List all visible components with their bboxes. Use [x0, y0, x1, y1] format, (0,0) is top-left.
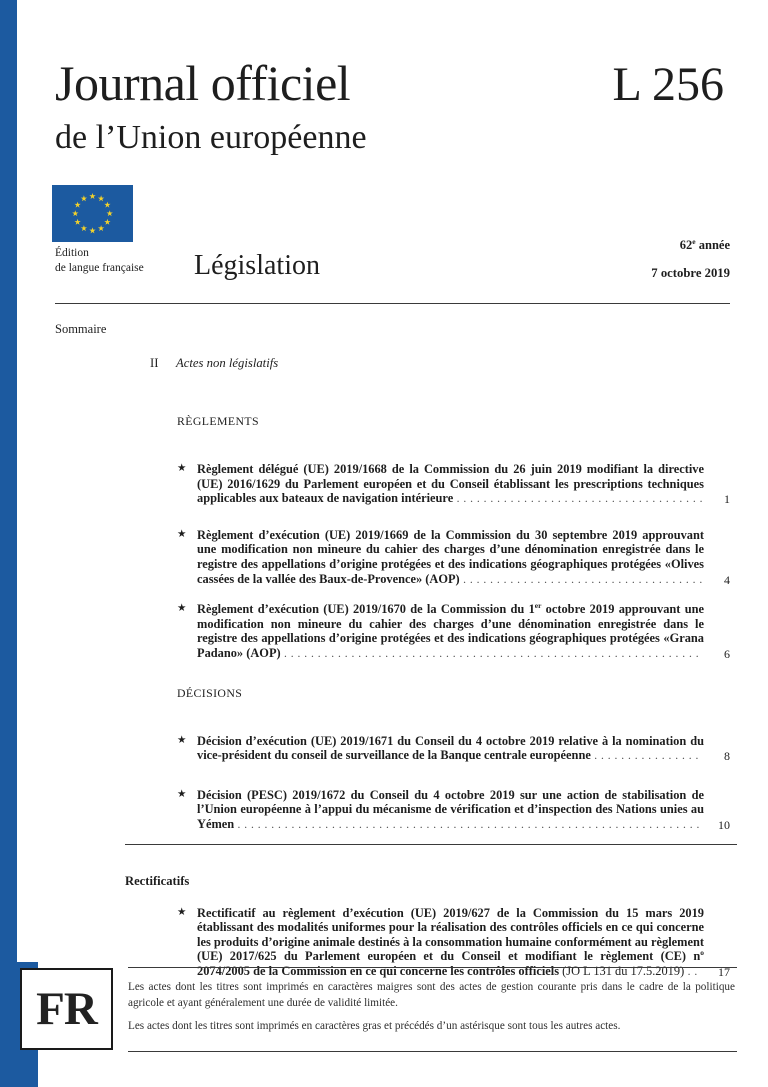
issue-number: L 256 [612, 58, 724, 111]
edition-line1: Édition [55, 247, 89, 259]
table-of-contents [55, 320, 730, 979]
issue-date: 7 octobre 2019 [651, 266, 730, 280]
asterisk-star-icon: ★ [177, 788, 187, 800]
asterisk-star-icon: ★ [177, 906, 187, 918]
toc-entry [177, 788, 730, 833]
entry-page-number: 1 [724, 492, 730, 507]
entry-title: Règlement d’exécution (UE) 2019/1670 de la Commission du 1er octobre 2019 approuvant une modification non mineure du cahier des charges d’une dénomination enregistrée dans le registre des appellations d’origine protégées et des indications géographiques protégées «Grana Padano» (AOP) . . . . . . . . . . . . . . . . . . . . . . . . . . . . . . . . . . . . . . . . . . . . . . . . . . . . . . . . . . . . . . [197, 601, 704, 660]
footer-note-light-acts: Les actes dont les titres sont imprimés en caractères maigres sont des actes de gestion courante pris dans le cadre de la politique agricole et ayant généralement une durée de validité limitée. [128, 981, 735, 1009]
toc-entry [177, 602, 730, 661]
entry-title: Règlement délégué (UE) 2019/1668 de la Commission du 26 juin 2019 modifiant la directive (UE) 2016/1629 du Parlement européen et du Conseil établissant les prescriptions techniques applicables aux bateaux de navigation intérieure . . . . . . . . . . . . . . . . . . . . . . . . . . . . . . . . . . . . . [197, 462, 704, 506]
asterisk-star-icon: ★ [177, 603, 187, 615]
entry-page-number: 17 [718, 964, 730, 979]
eu-flag-icon [52, 185, 133, 242]
entry-page-number: 10 [718, 817, 730, 832]
entry-page-number: 6 [724, 646, 730, 661]
part-heading [150, 356, 730, 371]
dotted-leader: . . [684, 965, 698, 978]
toc-entry [177, 528, 730, 587]
dotted-leader: . . . . . . . . . . . . . . . . [590, 750, 699, 763]
asterisk-star-icon: ★ [177, 463, 187, 474]
series-title: Législation [194, 250, 320, 281]
entry-title: Décision (PESC) 2019/1672 du Conseil du 4 octobre 2019 sur une action de stabilisation de l’Union européenne à l’appui du mécanisme de vérification et d’inspection des Nations unies au Yémen . . . . . . . . . . . . . . . . . . . . . . . . . . . . . . . . . . . . . . . . . . . . . . . . . . . . . . . . . . . . . . . . . . . . . [197, 787, 704, 831]
dotted-leader: . . . . . . . . . . . . . . . . . . . . . . . . . . . . . . . . . . . . . [453, 493, 703, 506]
journal-subtitle: de l’Union européenne [55, 119, 367, 156]
toc-entry [177, 462, 730, 507]
left-blue-band [0, 0, 17, 1087]
asterisk-star-icon: ★ [177, 528, 187, 540]
footer-notes [128, 964, 737, 1052]
entry-title: Règlement d’exécution (UE) 2019/1669 de la Commission du 30 septembre 2019 approuvant une modification non mineure du cahier des charges d’une dénomination enregistrée dans le registre des appellations d’origine protégées et des indications géographiques protégées «Olives cassées de la vallée des Baux-de-Provence» (AOP) . . . . . . . . . . . . . . . . . . . . . . . . . . . . . . . . . . . . [197, 527, 704, 586]
section-heading-decisions: DÉCISIONS [177, 685, 243, 700]
toc-entry [177, 734, 730, 764]
entry-page-number: 4 [724, 572, 730, 587]
part-numeral: II [150, 356, 159, 370]
edition-line2: de langue française [55, 262, 144, 274]
footer-note-bold-acts: Les actes dont les titres sont imprimés en caractères gras et précédés d’un astérisque sont tous les autres actes. [128, 1020, 621, 1032]
language-code-box: FR [20, 968, 113, 1050]
entry-title: Décision d’exécution (UE) 2019/1671 du Conseil du 4 octobre 2019 relative à la nomination du vice-président du conseil de surveillance de la Banque centrale européenne . . . . . . . . . . . . . . . . [197, 733, 704, 763]
header-divider [55, 303, 730, 304]
journal-title: Journal officiel [55, 55, 351, 111]
part-title: Actes non législatifs [176, 356, 279, 370]
dotted-leader: . . . . . . . . . . . . . . . . . . . . . . . . . . . . . . . . . . . . . . . . . . . . . . . . . . . . . . . . . . . . . . [280, 647, 700, 660]
asterisk-star-icon: ★ [177, 734, 187, 746]
entry-page-number: 8 [724, 749, 730, 764]
section-heading-reglements: RÈGLEMENTS [177, 414, 259, 428]
rectificatifs-heading: Rectificatifs [125, 873, 190, 888]
toc-divider [125, 844, 737, 845]
year-label: 62e année [679, 236, 730, 252]
entry-title: Rectificatif au règlement d’exécution (UE) 2019/627 de la Commission du 15 mars 2019 établissant des modalités uniformes pour la réalisation des contrôles officiels en ce qui concerne les produits d’origine animale destinés à la consommation humaine conformément au règlement (UE) 2017/625 du Parlement européen et du Conseil et modifiant le règlement (CE) $n^o$ 2074/2005 de la Commission en ce qui concerne les contrôles officiels (JO L 131 du 17.5.2019) . . [197, 905, 704, 978]
dotted-leader: . . . . . . . . . . . . . . . . . . . . . . . . . . . . . . . . . . . . [459, 573, 703, 586]
sommaire-heading: Sommaire [55, 322, 107, 336]
dotted-leader: . . . . . . . . . . . . . . . . . . . . . . . . . . . . . . . . . . . . . . . . . . . . . . . . . . . . . . . . . . . . . . . . . . . . . [234, 818, 700, 831]
edition-label [55, 246, 144, 276]
